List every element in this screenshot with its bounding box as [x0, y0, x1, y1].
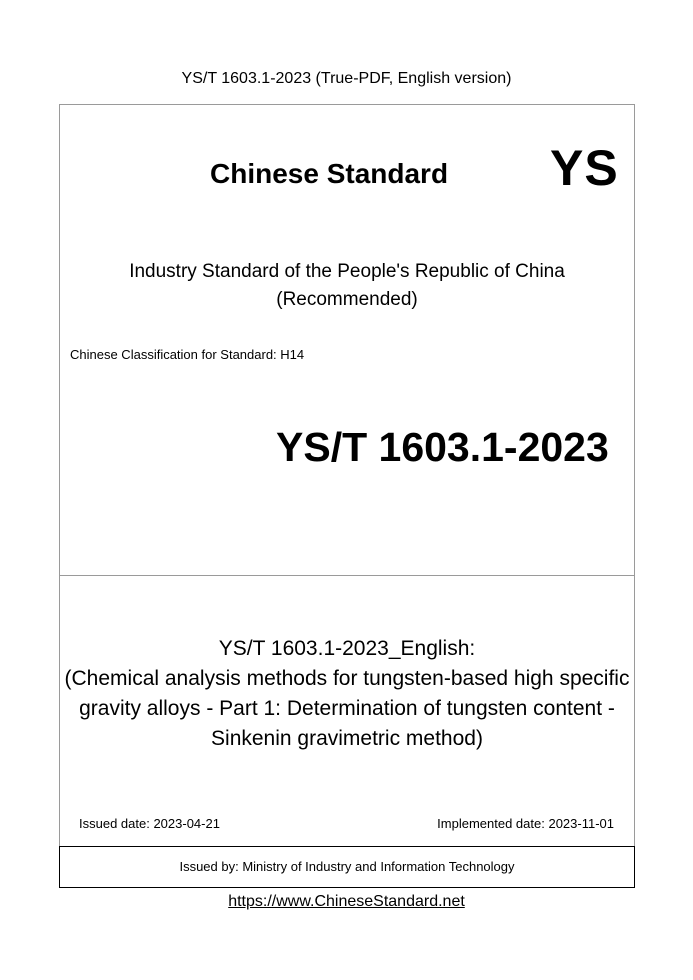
website-link[interactable]: https://www.ChineseStandard.net [228, 893, 465, 910]
document-title-line: YS/T 1603.1-2023_English: [218, 637, 476, 660]
document-title-line: (Chemical analysis methods for tungsten-based high specific [64, 667, 630, 690]
classification-label: Chinese Classification for Standard: H14 [70, 347, 305, 362]
document-title-line: gravity alloys - Part 1: Determination of tungsten content - [79, 697, 615, 720]
industry-standard-heading [60, 258, 634, 314]
footer [0, 893, 693, 911]
brand-title: Chinese Standard [210, 158, 449, 189]
brand-code: YS [550, 140, 619, 196]
industry-line: Industry Standard of the People's Republic of China [129, 261, 565, 282]
standard-number: YS/T 1603.1-2023 [276, 424, 609, 470]
document-title [60, 634, 634, 754]
issued-date: Issued date: 2023-04-21 [79, 816, 220, 831]
issued-by: Issued by: Ministry of Industry and Information Technology [179, 859, 515, 874]
implemented-date: Implemented date: 2023-11-01 [437, 816, 614, 831]
header-title: YS/T 1603.1-2023 (True-PDF, English version) [181, 70, 512, 87]
recommended-line: (Recommended) [276, 289, 418, 310]
document-title-line: Sinkenin gravimetric method) [211, 727, 483, 750]
